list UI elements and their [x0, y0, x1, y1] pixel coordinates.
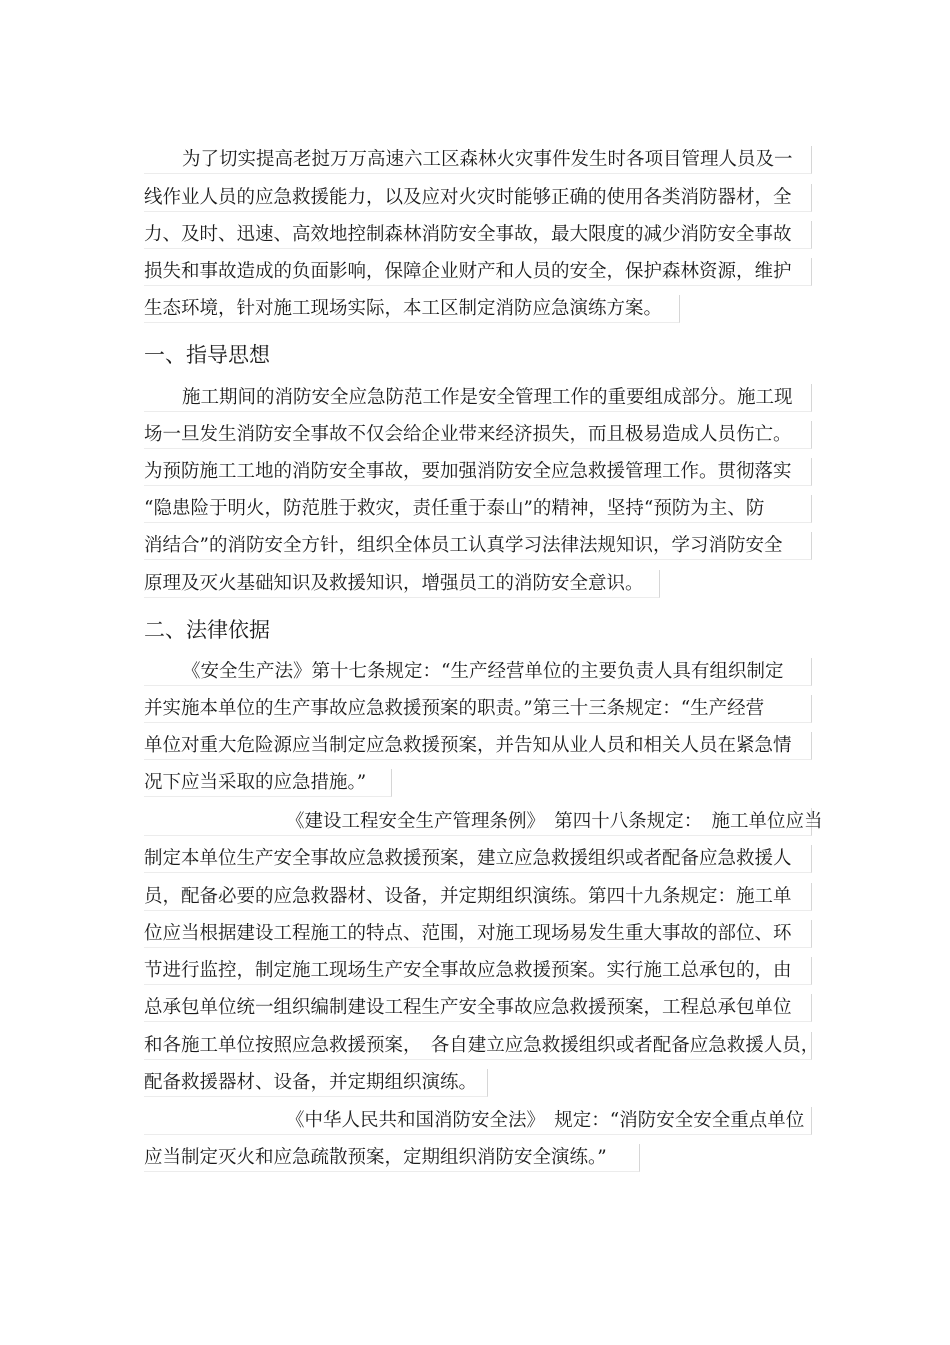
section2-para1-line: 并实施本单位的生产事故应急救援预案的职责。”第三十三条规定：“生产经营 — [144, 695, 812, 723]
intro-line: 线作业人员的应急救援能力，以及应对火灾时能够正确的使用各类消防器材，全 — [144, 184, 812, 212]
section2-para2-line: 《建设工程安全生产管理条例》 第四十八条规定： 施工单位应当 — [144, 808, 812, 836]
section1-line: 为预防施工工地的消防安全事故，要加强消防安全应急救援管理工作。贯彻落实 — [144, 458, 812, 486]
section2-para2-line: 节进行监控，制定施工现场生产安全事故应急救援预案。实行施工总承包的，由 — [144, 957, 812, 985]
section2-para2-line: 员，配备必要的应急救器材、设备，并定期组织演练。第四十九条规定：施工单 — [144, 883, 812, 911]
section2-para2-line: 配备救援器材、设备，并定期组织演练。 — [144, 1069, 488, 1097]
section1-line: 施工期间的消防安全应急防范工作是安全管理工作的重要组成部分。施工现 — [144, 384, 812, 412]
section1-line: 场一旦发生消防安全事故不仅会给企业带来经济损失，而且极易造成人员伤亡。 — [144, 421, 812, 449]
section1-line: 原理及灭火基础知识及救援知识，增强员工的消防安全意识。 — [144, 570, 660, 598]
intro-line: 损失和事故造成的负面影响，保障企业财产和人员的安全，保护森林资源，维护 — [144, 258, 812, 286]
section-heading-legal-basis: 二、法律依据 — [144, 618, 270, 642]
section2-para1-line: 《安全生产法》第十七条规定：“生产经营单位的主要负责人具有组织制定 — [144, 658, 812, 686]
section2-para2-line: 总承包单位统一组织编制建设工程生产安全事故应急救援预案，工程总承包单位 — [144, 994, 812, 1022]
section2-para2-line: 位应当根据建设工程施工的特点、范围，对施工现场易发生重大事故的部位、环 — [144, 920, 812, 948]
section2-para3-line: 《中华人民共和国消防安全法》 规定：“消防安全安全重点单位 — [144, 1107, 812, 1135]
section2-para1-line: 况下应当采取的应急措施。” — [144, 769, 392, 797]
section2-para2-line: 和各施工单位按照应急救援预案， 各自建立应急救援组织或者配备应急救援人员， — [144, 1032, 812, 1060]
intro-line: 为了切实提高老挝万万高速六工区森林火灾事件发生时各项目管理人员及一 — [144, 146, 812, 174]
intro-line: 力、及时、迅速、高效地控制森林消防安全事故，最大限度的减少消防安全事故 — [144, 221, 812, 249]
section2-para1-line: 单位对重大危险源应当制定应急救援预案，并告知从业人员和相关人员在紧急情 — [144, 732, 812, 760]
section1-line: “隐患险于明火，防范胜于救灾，责任重于泰山”的精神，坚持“预防为主、防 — [144, 495, 812, 523]
intro-line: 生态环境，针对施工现场实际，本工区制定消防应急演练方案。 — [144, 295, 680, 323]
section2-para2-line: 制定本单位生产安全事故应急救援预案，建立应急救援组织或者配备应急救援人 — [144, 845, 812, 873]
section-heading-guiding-ideology: 一、指导思想 — [144, 343, 270, 367]
section2-para3-line: 应当制定灭火和应急疏散预案，定期组织消防安全演练。” — [144, 1144, 640, 1172]
section1-line: 消结合”的消防安全方针，组织全体员工认真学习法律法规知识，学习消防安全 — [144, 532, 812, 560]
